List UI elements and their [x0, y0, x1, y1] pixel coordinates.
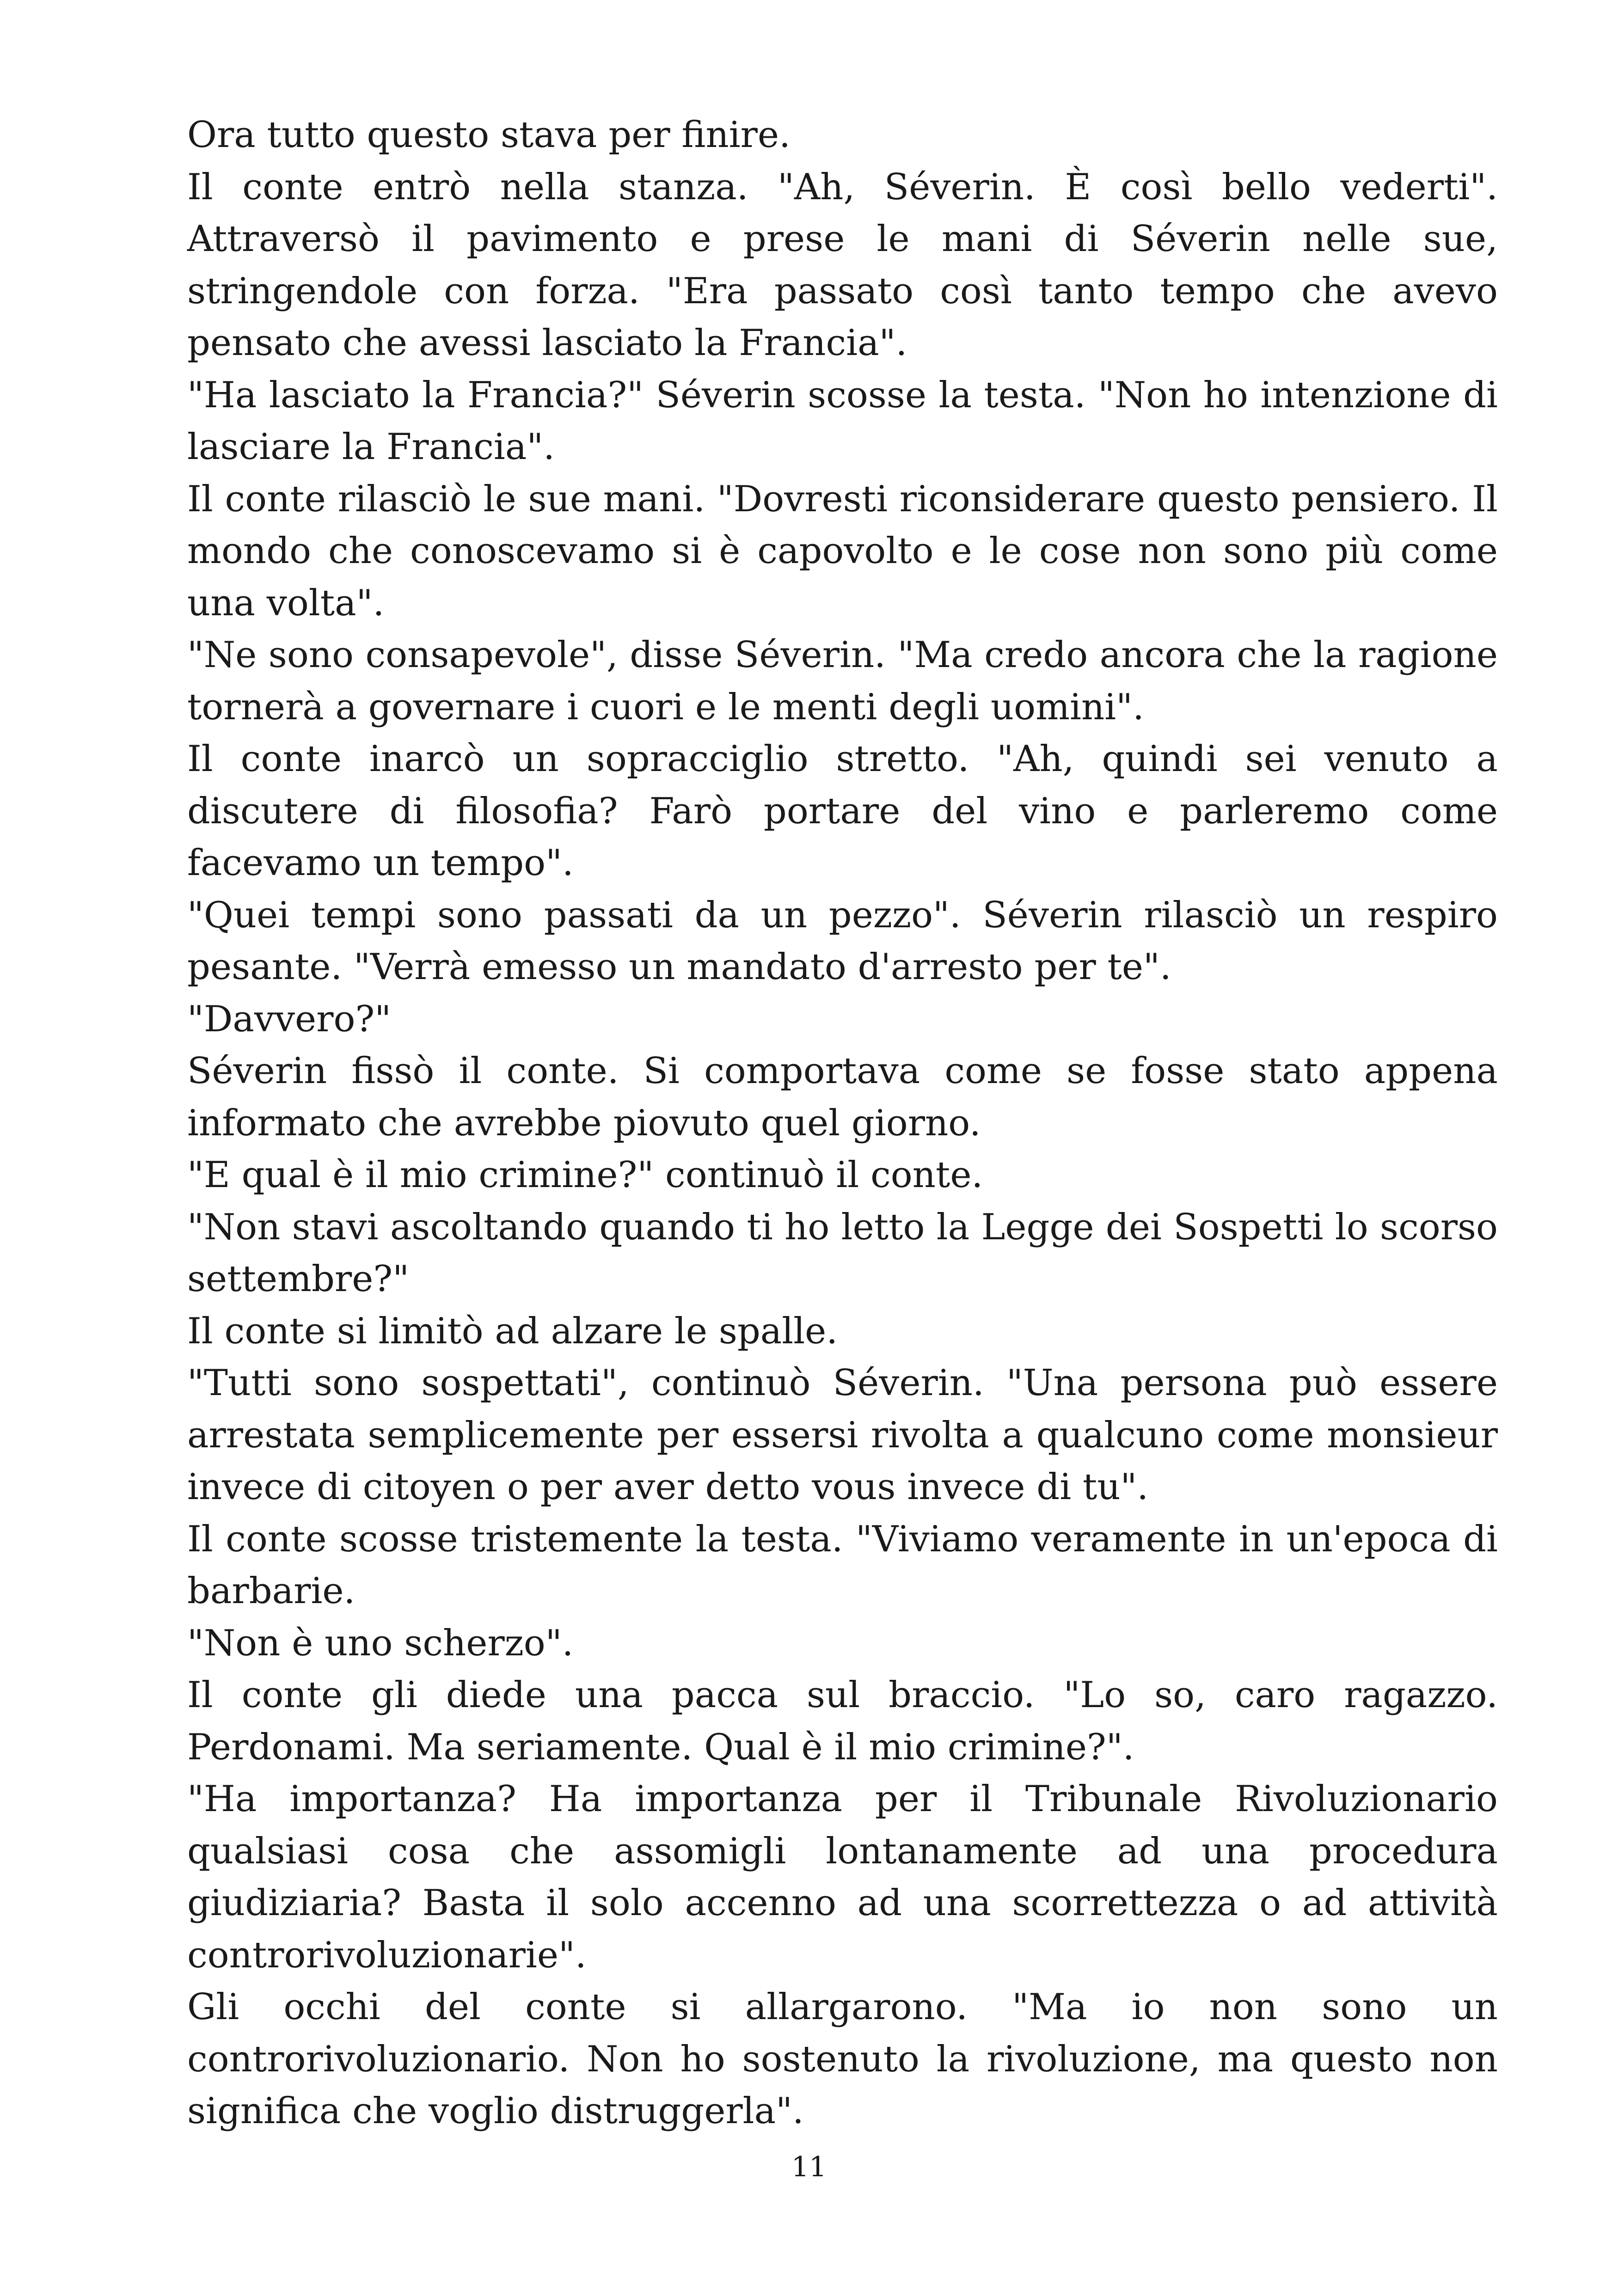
paragraph: Séverin fissò il conte. Si comportava come se fosse stato appena informato che avrebbe piovuto quel giorno.: [187, 1050, 1498, 1144]
page-text-body: [187, 109, 1498, 2137]
paragraph: Ora tutto questo stava per finire.: [187, 114, 791, 156]
paragraph: Il conte scosse tristemente la testa. "Viviamo veramente in un'epoca di barbarie.: [187, 1518, 1498, 1612]
paragraph: Il conte gli diede una pacca sul braccio. "Lo so, caro ragazzo. Perdonami. Ma seriamente. Qual è il mio crimine?".: [187, 1674, 1498, 1768]
paragraph: "Non è uno scherzo".: [187, 1622, 574, 1664]
page-number: 11: [791, 2151, 827, 2183]
paragraph: Il conte si limitò ad alzare le spalle.: [187, 1310, 838, 1352]
paragraph: "Non stavi ascoltando quando ti ho letto la Legge dei Sospetti lo scorso settembre?": [187, 1206, 1498, 1300]
paragraph: "E qual è il mio crimine?" continuò il conte.: [187, 1154, 983, 1196]
paragraph: "Ne sono consapevole", disse Séverin. "Ma credo ancora che la ragione tornerà a governare i cuori e le menti degli uomini".: [187, 634, 1498, 728]
paragraph: Il conte rilasciò le sue mani. "Dovresti riconsiderare questo pensiero. Il mondo che conoscevamo si è capovolto e le cose non sono più come una volta".: [187, 478, 1498, 624]
paragraph: Gli occhi del conte si allargarono. "Ma io non sono un controrivoluzionario. Non ho sostenuto la rivoluzione, ma questo non significa che voglio distruggerla".: [187, 1986, 1498, 2132]
paragraph: Il conte inarcò un sopracciglio stretto. "Ah, quindi sei venuto a discutere di filosofia? Farò portare del vino e parleremo come facevamo un tempo".: [187, 738, 1498, 884]
paragraph: "Ha lasciato la Francia?" Séverin scosse la testa. "Non ho intenzione di lasciare la Francia".: [187, 374, 1498, 468]
paragraph: "Ha importanza? Ha importanza per il Tribunale Rivoluzionario qualsiasi cosa che assomigli lontanamente ad una procedura giudiziaria? Basta il solo accenno ad una scorrettezza o ad attività controrivoluzionarie".: [187, 1778, 1498, 1976]
paragraph: Il conte entrò nella stanza. "Ah, Séverin. È così bello vederti". Attraversò il pavimento e prese le mani di Séverin nelle sue, stringendole con forza. "Era passato così tanto tempo che avevo pensato che avessi lasciato la Francia".: [187, 166, 1498, 364]
paragraph: "Tutti sono sospettati", continuò Séverin. "Una persona può essere arrestata semplicemente per essersi rivolta a qualcuno come monsieur invece di citoyen o per aver detto vous invece di tu".: [187, 1362, 1498, 1508]
paragraph: "Davvero?": [187, 998, 392, 1040]
paragraph: "Quei tempi sono passati da un pezzo". Séverin rilasciò un respiro pesante. "Verrà emesso un mandato d'arresto per te".: [187, 894, 1498, 988]
